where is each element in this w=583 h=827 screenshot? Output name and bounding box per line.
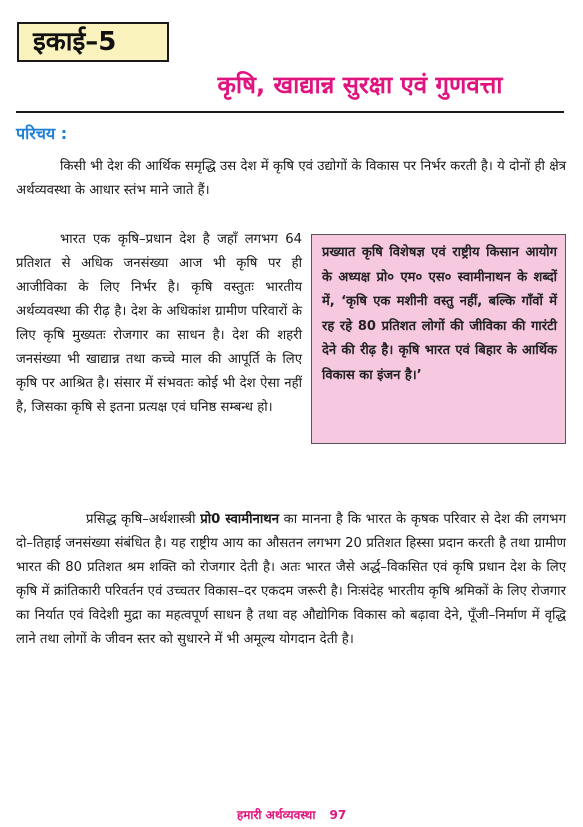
- section-heading: परिचय :: [16, 124, 68, 143]
- page-number: 97: [329, 808, 347, 822]
- quote-text: प्रख्यात कृषि विशेषज्ञ एवं राष्ट्रीय किसान आयोग के अध्यक्ष प्रो० एम० एस० स्वामीनाथन के शब्दों में, ‘कृषि एक मशीनी वस्तु नहीं, बल्कि गाँवों में रह रहे 80 प्रतिशत लोगों की जीविका की गारंटी देने की रीढ़ है। कृषि भारत एवं बिहार के आर्थिक विकास का इंजन है।’: [322, 245, 557, 383]
- p3-bold-name: प्रो0 स्वामीनाथन: [200, 512, 280, 527]
- paragraph-agriculture: भारत एक कृषि–प्रधान देश है जहाँ लगभग 64 प्रतिशत से अधिक जनसंख्या आज भी कृषि पर ही आजीविका के लिए निर्भर है। कृषि वस्तुतः भारतीय अर्थव्यवस्था की रीढ़ है। देश के अधिकांश ग्रामीण परिवारों के लिए कृषि मुख्यतः रोजगार का साधन है। देश की शहरी जनसंख्या भी खाद्यान्न तथा कच्चे माल की आपूर्ति के लिए कृषि पर आश्रित है। संसार में संभवतः कोई भी देश ऐसा नहीं है, जिसका कृषि से इतना प्रत्यक्ष एवं घनिष्ठ सम्बन्ध हो।: [16, 232, 302, 415]
- paragraph-swaminathan: [16, 508, 566, 652]
- paragraph-intro: किसी भी देश की आर्थिक समृद्धि उस देश में कृषि एवं उद्योगों के विकास पर निर्भर करती है। ये दोनों ही क्षेत्र अर्थव्यवस्था के आधार स्तंभ माने जाते हैं।: [16, 159, 566, 198]
- unit-label: इकाई–5: [17, 22, 169, 62]
- p3-text-end: का मानना है कि भारत के कृषक परिवार से देश की लगभग दो–तिहाई जनसंख्या संबंधित है। यह राष्ट्रीय आय का औसतन लगभग 20 प्रतिशत हिस्सा प्रदान करती है तथा ग्रामीण भारत की 80 प्रतिशत श्रम शक्ति को रोजगार देती है। अतः भारत जैसे अर्द्ध–विकसित एवं कृषि प्रधान देश के लिए कृषि में क्रांतिकारी परिवर्तन एवं उच्चतर विकास–दर एकदम जरूरी है। निःसंदेह भारतीय कृषि श्रमिकों के लिए रोजगार का निर्यात एवं विदेशी मुद्रा का महत्वपूर्ण साधन है तथा वह औद्योगिक विकास को बढ़ावा देने, पूँजी–निर्माण में वृद्धि लाने तथा लोगों के जीवन स्तर को सुधारने में भी अमूल्य योगदान देती है।: [16, 512, 566, 647]
- footer-book-title: हमारी अर्थव्यवस्था: [236, 808, 316, 822]
- top-divider: [16, 111, 564, 113]
- quote-box: [311, 234, 566, 444]
- chapter-title: कृषि, खाद्यान्न सुरक्षा एवं गुणवत्ता: [217, 71, 503, 99]
- page-footer: [0, 806, 583, 824]
- p3-text-start: प्रसिद्ध कृषि–अर्थशास्त्री: [86, 512, 201, 527]
